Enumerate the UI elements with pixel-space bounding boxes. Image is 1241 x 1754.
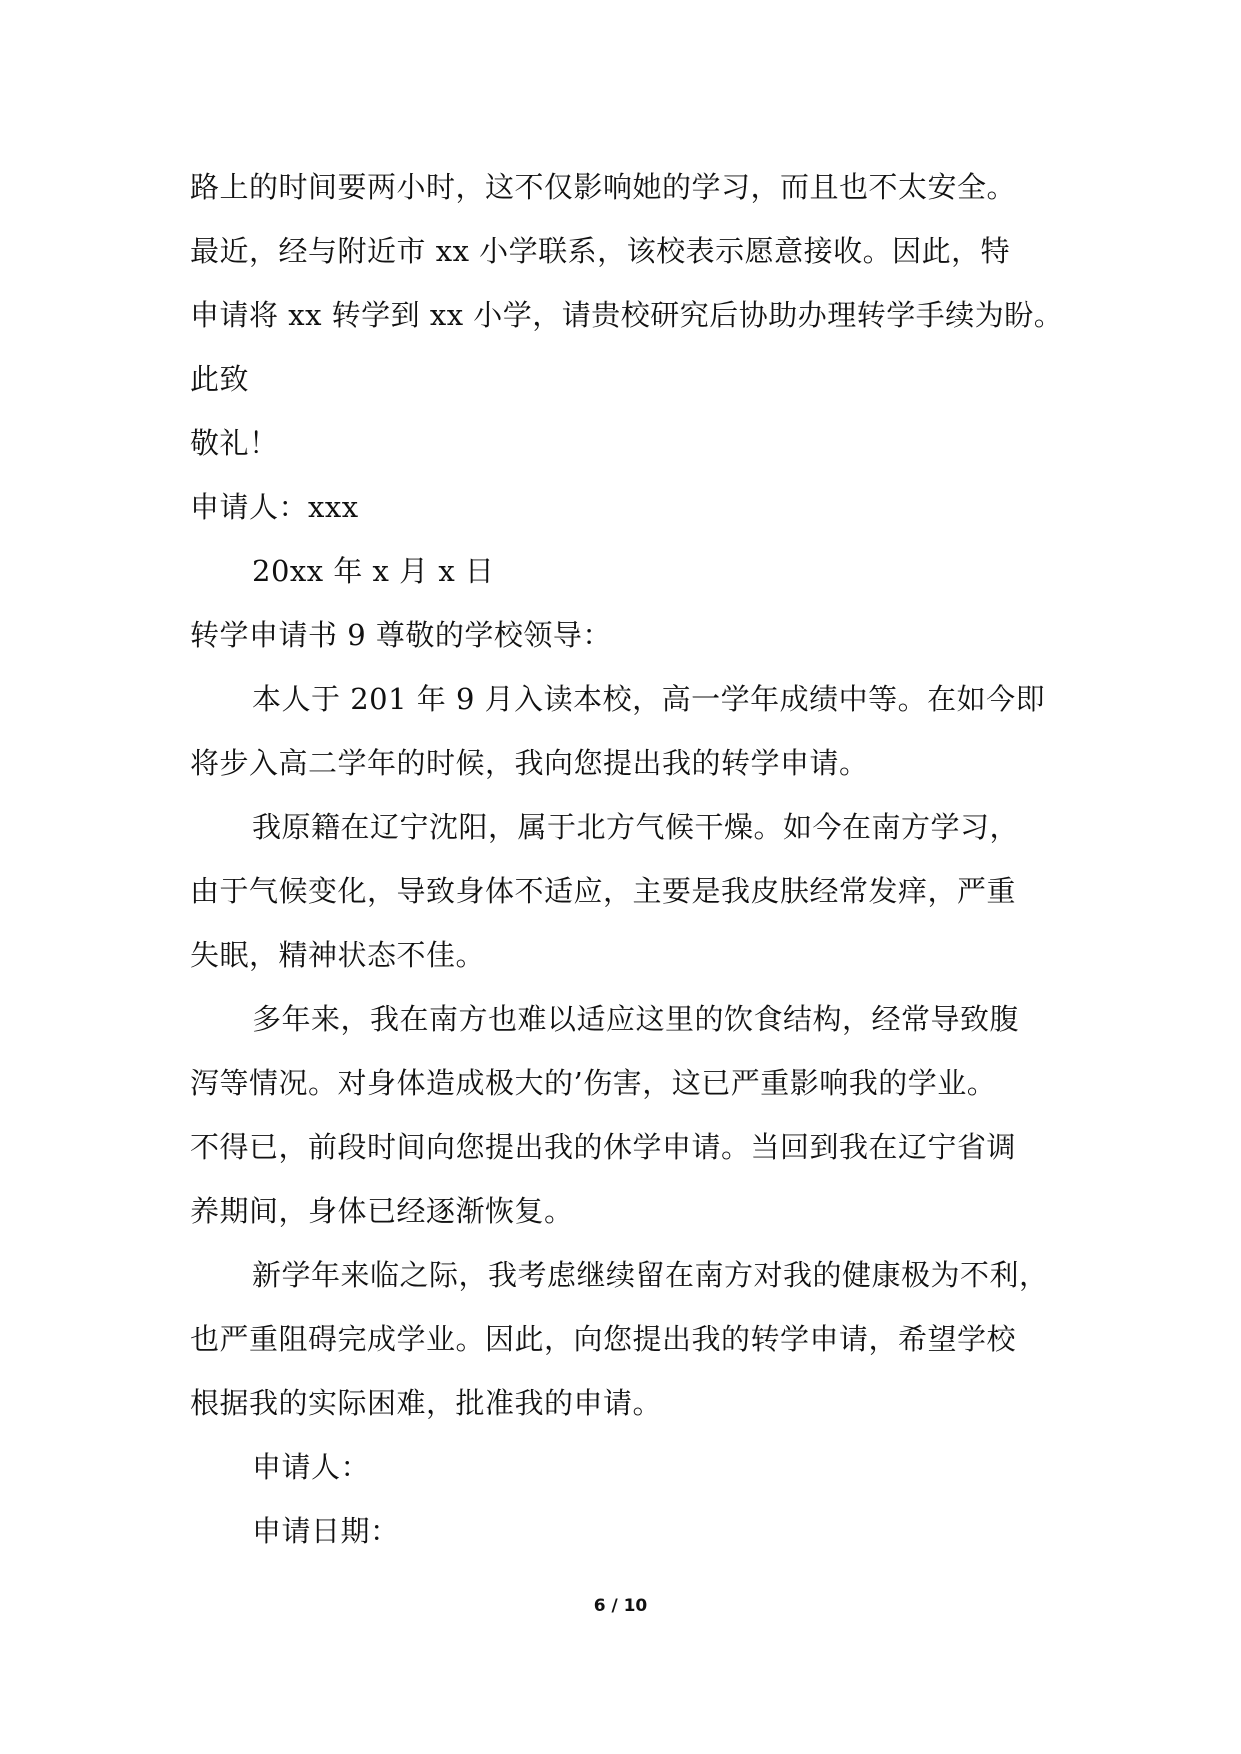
text-line: 路上的时间要两小时，这不仅影响她的学习，而且也不太安全。 [190, 170, 1017, 204]
paragraph-line: 我原籍在辽宁沈阳，属于北方气候干燥。如今在南方学习， [252, 810, 1020, 844]
salutation: 敬礼！ [190, 426, 279, 460]
section-heading: 转学申请书 9 尊敬的学校领导： [190, 618, 612, 652]
paragraph-line: 由于气候变化，导致身体不适应，主要是我皮肤经常发痒，严重 [190, 874, 1017, 908]
paragraph-line: 多年来，我在南方也难以适应这里的饮食结构，经常导致腹 [252, 1002, 1020, 1036]
paragraph-line: 将步入高二学年的时候，我向您提出我的转学申请。 [190, 746, 869, 780]
document-body [190, 155, 1070, 1563]
paragraph-line: 也严重阻碍完成学业。因此，向您提出我的转学申请，希望学校 [190, 1322, 1017, 1356]
paragraph-line: 失眠，精神状态不佳。 [190, 938, 486, 972]
paragraph-line: 不得已，前段时间向您提出我的休学申请。当回到我在辽宁省调 [190, 1130, 1017, 1164]
applicant-signature: 申请人：xxx [190, 490, 359, 524]
closing-phrase: 此致 [190, 362, 250, 396]
paragraph-line: 新学年来临之际，我考虑继续留在南方对我的健康极为不利， [252, 1258, 1049, 1292]
paragraph-line: 根据我的实际困难，批准我的申请。 [190, 1386, 663, 1420]
paragraph-line: 泻等情况。对身体造成极大的’伤害，这已严重影响我的学业。 [190, 1066, 997, 1100]
text-line: 申请将 xx 转学到 xx 小学，请贵校研究后协助办理转学手续为盼。 [190, 298, 1064, 332]
applicant-label: 申请人： [252, 1450, 371, 1484]
paragraph-line: 养期间，身体已经逐渐恢复。 [190, 1194, 574, 1228]
paragraph-line: 本人于 201 年 9 月入读本校，高一学年成绩中等。在如今即 [252, 682, 1046, 716]
page-number: 6 / 10 [593, 1596, 648, 1616]
text-line: 最近，经与附近市 xx 小学联系，该校表示愿意接收。因此，特 [190, 234, 1011, 268]
date-line: 20xx 年 x 月 x 日 [252, 554, 495, 588]
application-date-label: 申请日期： [252, 1514, 400, 1548]
